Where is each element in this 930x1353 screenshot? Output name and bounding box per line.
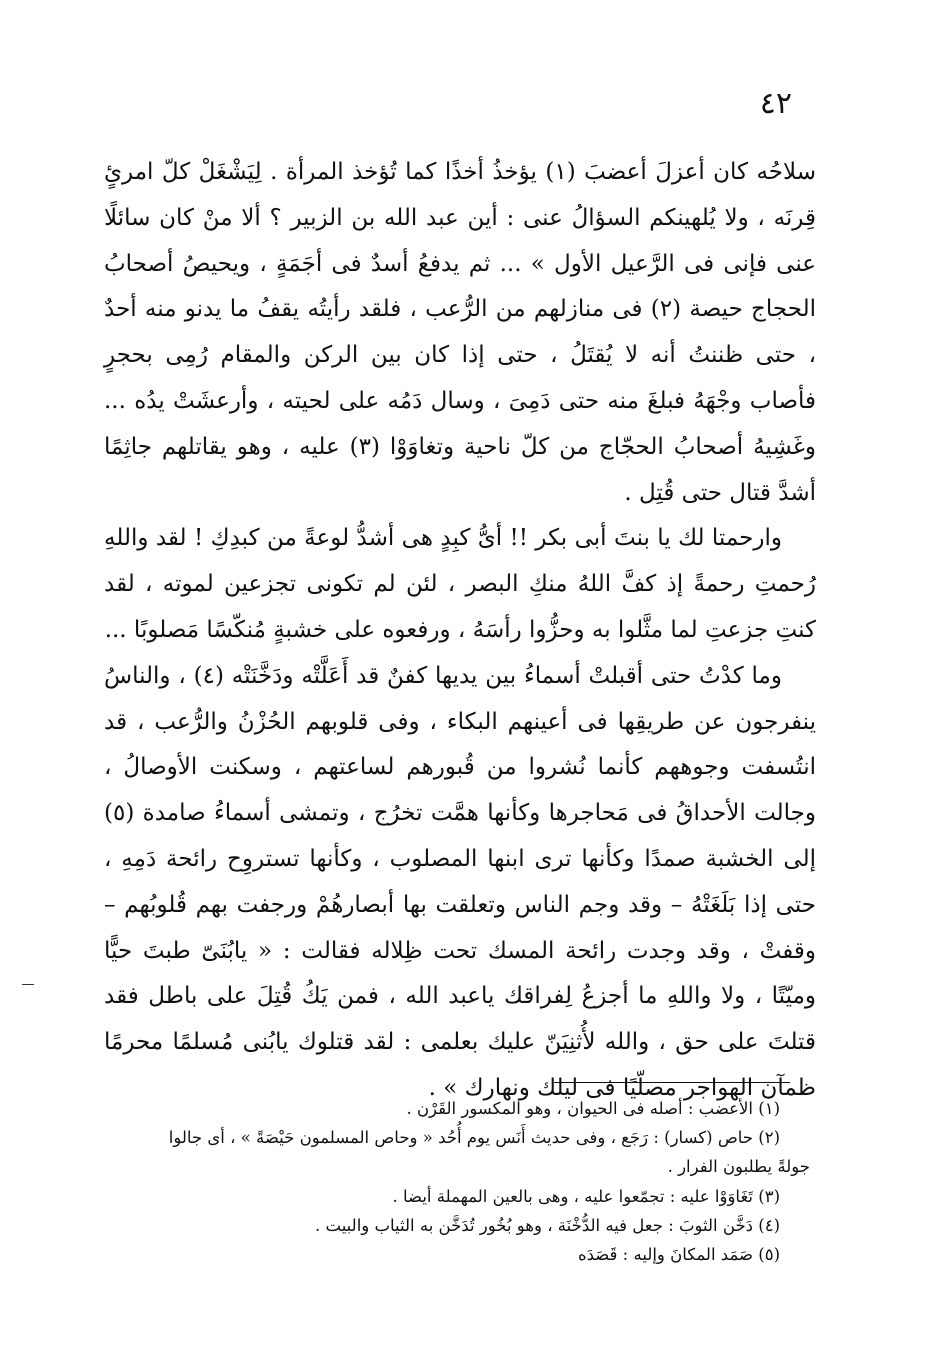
footnote-5: (٥) صَمَد المكانَ وإليه : قَصَدَه (577, 1245, 780, 1265)
footnote-divider (554, 1082, 790, 1083)
paragraph-2: وارحمتا لك يا بنتَ أبى بكر !! أىُّ كبِدٍ هى أشدُّ لوعةً من كبدِكِ ! لقد واللهِ رُحمتِ رحمةً إذ كفَّ اللهُ منكِ البصر ، لئن لم تكونى تجزعين لموته ، لقد كنتِ جزعتِ لما مثَّلوا به وحزُّوا رأسَهُ ، ورفعوه على خشبةٍ مُنكّسًا مَصلوبًا ... (104, 525, 816, 643)
footnotes (94, 1094, 810, 1269)
footnote-2: (٢) حاص (كسار) : رَجَع ، وفى حديث أَنَس يوم أُحُد « وحاص المسلمون حَيْصَةً » ، أى جالوا (168, 1128, 780, 1148)
margin-mark (22, 984, 34, 985)
body-text (104, 150, 816, 1112)
paragraph-1: سلاحُه كان أعزلَ أعضبَ (١) يؤخذُ أخذًا كما تُؤخذ المرأة . لِيَشْغَلْ كلّ امرئٍ قِرنَه ، ولا يُلهينكم السؤالُ عنى : أين عبد الله بن الزبير ؟ ألا منْ كان سائلًا عنى فإنى فى الرَّعيل الأول » ... ثم يدفعُ أسدٌ فى أجَمَةٍ ، ويحيصُ أصحابُ الحجاج حيصة (٢) فى منازلهم من الرُّعب ، فلقد رأيتُه يقفُ ما يدنو منه أحدٌ ، حتى ظننتُ أنه لا يُقتَلُ ، حتى إذا كان بين الركن والمقام رُمِى بحجرٍ فأصاب وجْهَهُ فبلغَ منه حتى دَمِىَ ، وسال دَمُه على لحيته ، وأرعشَتْ يدُه ... وغَشِيهُ أصحابُ الحجّاج من كلّ ناحية وتغاوَوْا (٣) عليه ، وهو يقاتلهم جاثِمًا أشدَّ قتال حتى قُتِل . (104, 159, 816, 506)
footnote-2-continuation: جولةً يطلبون الفرار . (667, 1157, 810, 1177)
paragraph-3: وما كدْتُ حتى أقبلتْ أسماءُ بين يديها كفنٌ قد أَعَلَّتْه ودَخَّنَتْه (٤) ، والناسُ ينفرجون عن طريقِها فى أعينهم البكاء ، وفى قلوبهم الحُزْنُ والرُّعب ، قد انتُسفت وجوههم كأنما نُشروا من قُبورهم لساعتهم ، وسكنت الأوصالُ ، وجالت الأحداقُ فى مَحاجرها وكأنها همَّت تخرُج ، وتمشى أسماءُ صامدة (٥) إلى الخشبة صمدًا وكأنها ترى ابنها المصلوب ، وكأنها تستروِح رائحة دَمِهِ ، حتى إذا بَلَغَتْهُ – وقد وجم الناس وتعلقت بها أبصارهُمْ ورجفت بهم قُلوبُهم – وقفتْ ، وقد وجدت رائحة المسك تحت ظِلاله فقالت : « يابُنَىّ طبتَ حيًّا وميّتًا ، ولا واللهِ ما أجزعُ لِفراقك ياعبد الله ، فمن يَكُ قُتِلَ على باطل فقد قتلتَ على حق ، والله لأُثنِيَنّ عليك بعلمى : لقد قتلوك يابُنى مُسلمًا محرمًا ظمآن الهواجر مصلّيًا فى ليلك ونهارك » . (104, 662, 816, 1101)
footnote-3: (٣) تَغَاوَوْا عليه : تجمّعوا عليه ، وهى بالعين المهملة أيضا . (392, 1186, 780, 1206)
footnote-1: (١) الأعضب : أصله فى الحيوان ، وهو المكسور القَرْن . (406, 1099, 780, 1118)
footnote-4: (٤) دَخَّن الثوبَ : جعل فيه الدُّخْنَة ، وهو بُخُور تُدَخَّن به الثياب والبيت . (315, 1215, 780, 1235)
page-number: ٤٢ (759, 86, 792, 121)
